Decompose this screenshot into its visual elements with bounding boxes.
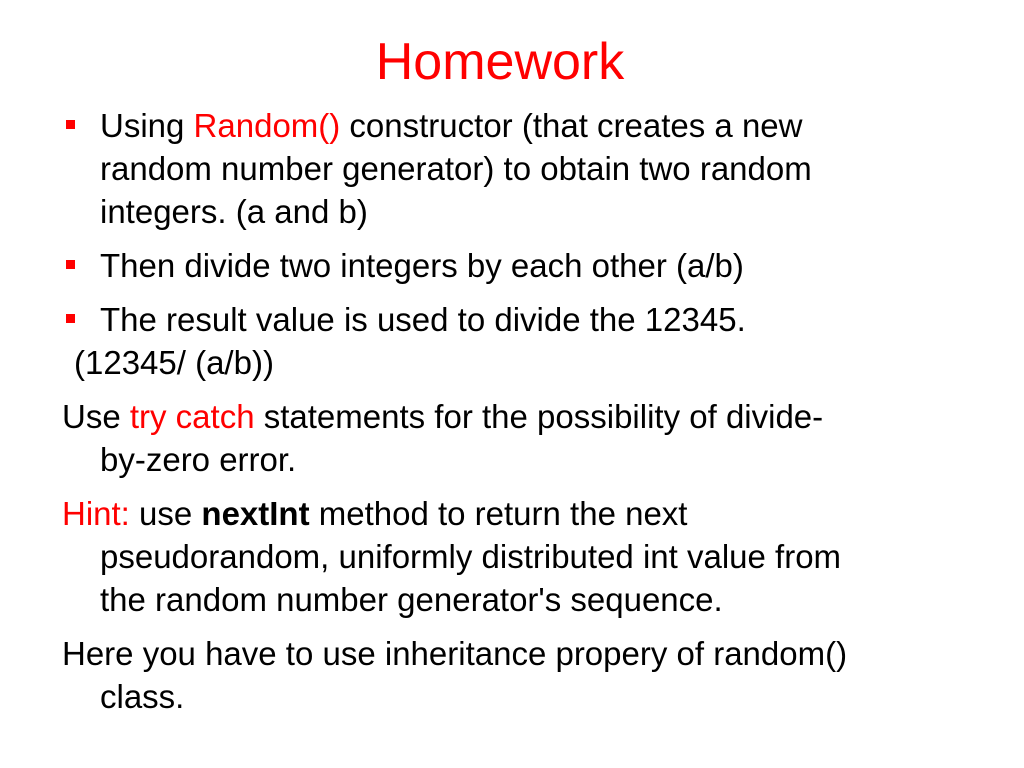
bullet-text-line1: constructor (that creates a new [340, 107, 803, 144]
try-catch-keyword: try catch [129, 398, 255, 435]
bullet-item-divide [62, 244, 1012, 287]
inheritance-line1: Here you have to use inheritance propery of random() [62, 635, 848, 672]
formula-line: (12345/ (a/b)) [74, 344, 274, 381]
bullet-text-line3: integers. (a and b) [100, 193, 368, 230]
try-catch-line1: statements for the possibility of divide- [254, 398, 824, 435]
nextint-keyword: nextInt [201, 495, 310, 532]
square-bullet-icon [66, 314, 75, 323]
slide-title: Homework [375, 33, 625, 91]
try-catch-paragraph [62, 395, 1012, 481]
inheritance-line2: class. [100, 678, 185, 715]
random-keyword: Random() [193, 107, 341, 144]
square-bullet-icon [66, 260, 75, 269]
hint-paragraph [62, 492, 1012, 621]
try-catch-prefix: Use [62, 398, 130, 435]
bullet-item-random-constructor [62, 104, 1012, 233]
hint-label: Hint: [62, 495, 130, 532]
hint-line1: method to return the next [309, 495, 688, 532]
inheritance-paragraph [62, 632, 1012, 718]
bullet-text: The result value is used to divide the 12345. [100, 301, 746, 338]
bullet-text: Then divide two integers by each other (a/b) [100, 247, 744, 284]
bullet-text-line2: random number generator) to obtain two random [100, 150, 812, 187]
hint-line3: the random number generator's sequence. [100, 581, 723, 618]
hint-line2: pseudorandom, uniformly distributed int value from [100, 538, 842, 575]
bullet-text-prefix: Using [100, 107, 194, 144]
try-catch-line2: by-zero error. [100, 441, 297, 478]
bullet-item-result [62, 298, 1012, 341]
square-bullet-icon [66, 120, 75, 129]
slide-content [62, 104, 1012, 718]
hint-prefix: use [129, 495, 202, 532]
